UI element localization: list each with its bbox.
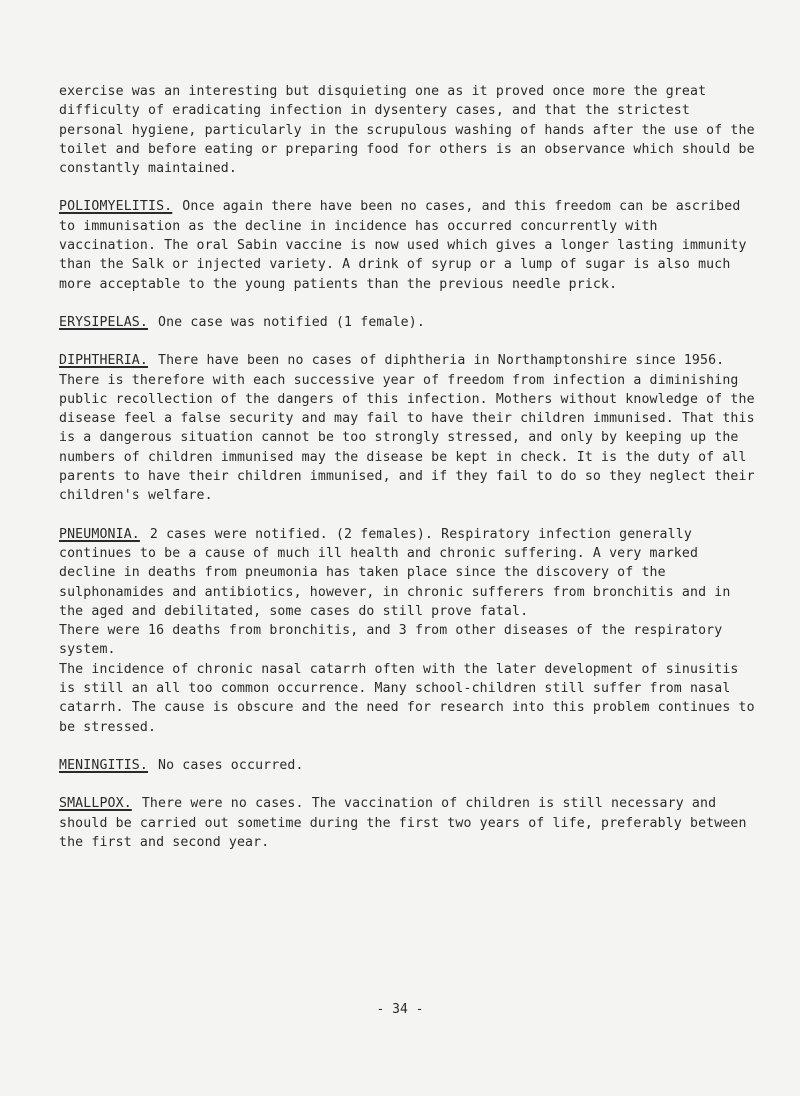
pneumonia-deaths-text: There were 16 deaths from bronchitis, and 3 from other diseases of the respiratory system. [59,623,723,658]
intro-text: exercise was an interesting but disquieting one as it proved once more the great difficulty of eradicating infection in dysentery cases, and that the strictest personal hygiene, particularly in the scrupulous washing of hands after the use of the toilet and before eating or preparing food for others is an observance which should be constantly maintained. [59,84,755,177]
poliomyelitis-section [59,197,759,293]
meningitis-text: No cases occurred. [158,757,304,773]
diphtheria-text: There have been no cases of diphtheria in Northamptonshire since 1956. There is therefore with each successive year of freedom from infection a diminishing public recollection of the dangers of this infection. Mothers without knowledge of the disease feel a false security and may fail to have their children immunised. That this is a dangerous situation cannot be too strongly stressed, and only by keeping up the numbers of children immunised may the disease be kept in check. It is the duty of all parents to have their children immunised, and if they fail to do so they neglect their children's welfare. [59,353,755,504]
erysipelas-heading: ERYSIPELAS. [59,314,148,330]
intro-paragraph [59,82,759,178]
pneumonia-heading: PNEUMONIA. [59,526,140,542]
smallpox-text: There were no cases. The vaccination of children is still necessary and should be carried out sometime during the first two years of life, preferably between the first and second year. [59,796,747,850]
catarrh-paragraph [59,660,759,737]
smallpox-heading: SMALLPOX. [59,796,132,812]
poliomyelitis-heading: POLIOMYELITIS. [59,199,173,215]
pneumonia-text: 2 cases were notified. (2 females). Respiratory infection generally continues to be a cause of much ill health and chronic suffering. A very marked decline in deaths from pneumonia has taken place since the discovery of the sulphonamides and antibiotics, however, in chronic sufferers from bronchitis and in the aged and debilitated, some cases do still prove fatal. [59,526,731,619]
document-body [59,82,759,871]
smallpox-section [59,794,759,852]
pneumonia-deaths-paragraph [59,621,759,660]
diphtheria-section [59,351,759,505]
diphtheria-heading: DIPHTHERIA. [59,353,148,369]
page-number: - 34 - [376,1002,424,1017]
erysipelas-text: One case was notified (1 female). [158,314,425,330]
erysipelas-section [59,313,759,332]
poliomyelitis-text: Once again there have been no cases, and this freedom can be ascribed to immunisation as the decline in incidence has occurred concurrently with vaccination. The oral Sabin vaccine is now used which gives a longer lasting immunity than the Salk or injected variety. A drink of syrup or a lump of sugar is also much more acceptable to the young patients than the previous needle prick. [59,199,747,292]
meningitis-section [59,756,759,775]
pneumonia-section [59,525,759,621]
catarrh-text: The incidence of chronic nasal catarrh often with the later development of sinusitis is still an all too common occurrence. Many school-children still suffer from nasal catarrh. The cause is obscure and the need for research into this problem continues to be stressed. [59,661,755,735]
meningitis-heading: MENINGITIS. [59,757,148,773]
